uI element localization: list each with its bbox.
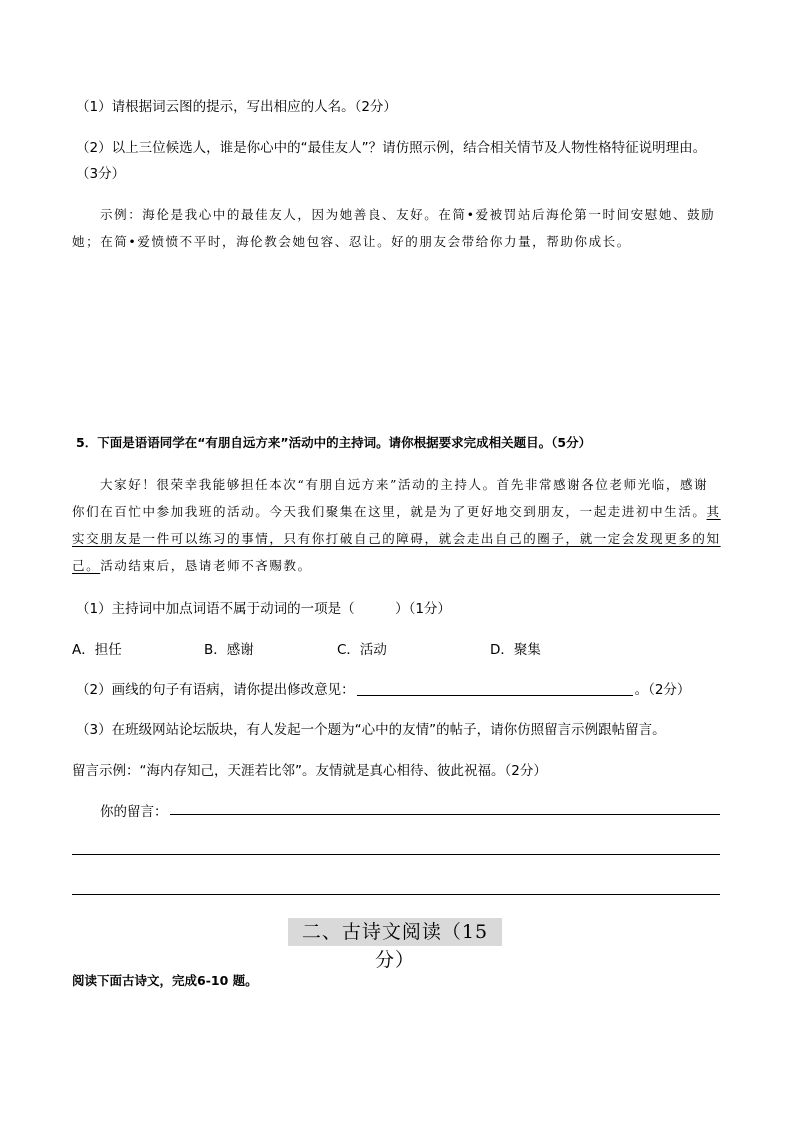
q5-passage-line1: 大家好！很荣幸我能够担任本次“有朋自远方来”活动的主持人。首先非常感谢各位老师光临，感谢 bbox=[100, 477, 709, 492]
option-c: C．活动 bbox=[337, 642, 387, 658]
q5-sub2-prefix: （2）画线的句子有语病，请你提出修改意见： bbox=[76, 682, 355, 698]
q4-example-line2: 她；在简•爱愤愤不平时，海伦教会她包容、忍让。好的朋友会带给你力量，帮助你成长。 bbox=[72, 234, 631, 249]
q4-sub1: （1）请根据词云图的提示，写出相应的人名。（2分） bbox=[76, 99, 397, 115]
q5-passage-line2-underlined: 其 bbox=[706, 504, 721, 519]
q5-sample: 留言示例：“海内存知己，天涯若比邻”。友情就是真心相待、彼此祝福。（2分） bbox=[72, 763, 547, 779]
q5-passage-line4-underlined: 己。 bbox=[72, 558, 101, 573]
q4-sub2-line2: （3分） bbox=[76, 166, 126, 182]
q4-sub2-line1: （2）以上三位候选人，谁是你心中的“最佳友人”？请仿照示例，结合相关情节及人物性格特征说明理由。 bbox=[76, 140, 707, 156]
q5-passage-line4 bbox=[72, 556, 312, 574]
q5-sub2-answer-blank[interactable] bbox=[357, 683, 633, 696]
q5-sub2 bbox=[76, 678, 690, 698]
section-instruction: 阅读下面古诗文，完成6-10 题。 bbox=[72, 973, 258, 988]
q5-passage-line2-text: 你们在百忙中参加我班的活动。今天我们聚集在这里，就是为了更好地交到朋友，一起走进初中生活。 bbox=[72, 504, 707, 519]
q5-passage-line3: 实交朋友是一件可以练习的事情，只有你打破自己的障碍，就会走出自己的圈子，就一定会发现更多的知 bbox=[72, 531, 721, 546]
q5-passage-line2 bbox=[72, 502, 721, 520]
your-message-label: 你的留言： bbox=[100, 804, 168, 820]
message-line-3[interactable] bbox=[72, 894, 720, 895]
q5-title: 5．下面是语语同学在“有朋自远方来”活动中的主持词。请你根据要求完成相关题目。（5分） bbox=[76, 435, 592, 450]
option-b: B．感谢 bbox=[204, 642, 254, 658]
q5-sub1: （1）主持词中加点词语不属于动词的一项是（ ）（1分） bbox=[76, 601, 451, 617]
option-a: A．担任 bbox=[72, 642, 122, 658]
q5-passage-line4-text: 活动结束后，恳请老师不吝赐教。 bbox=[100, 558, 312, 573]
option-d: D．聚集 bbox=[490, 642, 541, 658]
message-line-2[interactable] bbox=[72, 854, 720, 855]
q5-sub2-suffix: 。（2分） bbox=[634, 682, 691, 698]
q5-sub3: （3）在班级网站论坛版块，有人发起一个题为“心中的友情”的帖子，请你仿照留言示例跟帖留言。 bbox=[76, 722, 666, 738]
section-title: 二、古诗文阅读（15 分） bbox=[288, 918, 502, 946]
message-line-1[interactable] bbox=[170, 814, 720, 815]
q4-example-line1: 示例：海伦是我心中的最佳友人，因为她善良、友好。在简•爱被罚站后海伦第一时间安慰她、鼓励 bbox=[100, 207, 716, 222]
